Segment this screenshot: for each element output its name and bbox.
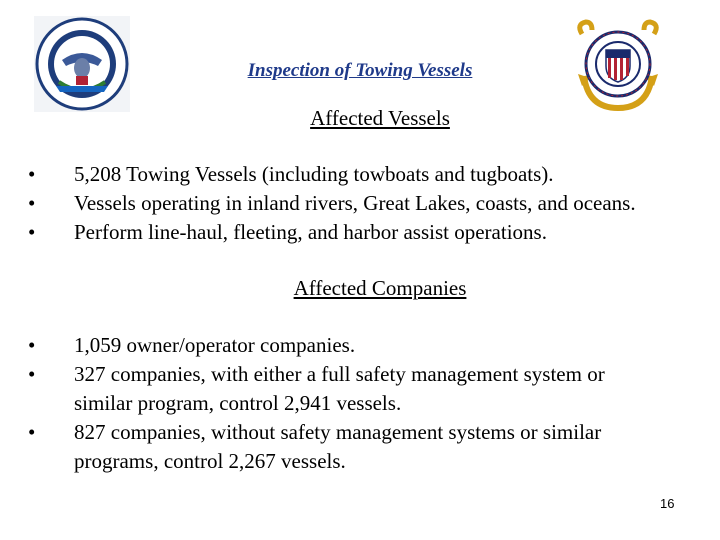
affected-vessels-heading: Affected Vessels	[310, 106, 450, 130]
list-item: • 5,208 Towing Vessels (including towboats and tugboats).	[28, 160, 720, 189]
list-item: • 1,059 owner/operator companies.	[28, 331, 708, 360]
dhs-seal-logo	[34, 16, 130, 112]
list-item: • Perform line-haul, fleeting, and harbor assist operations.	[28, 218, 720, 247]
uscg-emblem-logo	[570, 16, 666, 112]
list-item: • Vessels operating in inland rivers, Great Lakes, coasts, and oceans.	[28, 189, 720, 218]
affected-companies-list	[28, 331, 708, 476]
affected-vessels-list	[28, 160, 720, 247]
page-number: 16	[660, 496, 675, 511]
dhs-seal-icon	[34, 16, 130, 112]
slide-title: Inspection of Towing Vessels	[247, 60, 473, 81]
list-item: • 827 companies, without safety management systems or similar programs, control 2,267 vessels.	[28, 418, 708, 476]
uscg-emblem-icon	[570, 16, 666, 112]
list-item: • 327 companies, with either a full safety management system or similar program, control 2,941 vessels.	[28, 360, 708, 418]
affected-companies-heading: Affected Companies	[293, 276, 467, 300]
